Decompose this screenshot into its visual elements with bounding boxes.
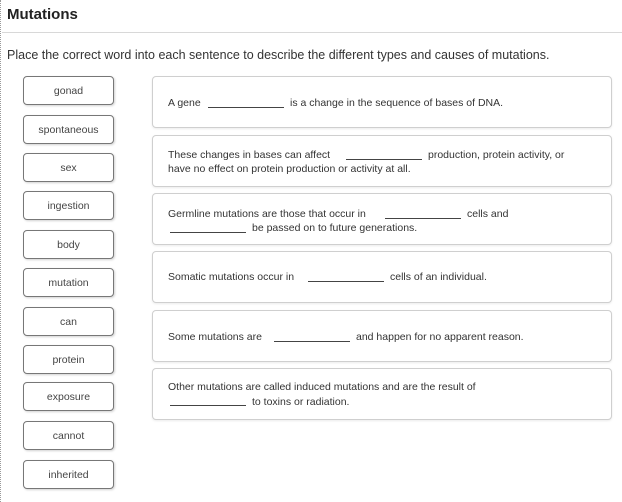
word-chip-gonad[interactable]: gonad: [23, 76, 114, 105]
word-chip-sex[interactable]: sex: [23, 153, 114, 182]
sentence-card-1: [152, 76, 612, 128]
sentence-text: and happen for no apparent reason.: [356, 331, 524, 343]
drop-blank[interactable]: [274, 341, 350, 342]
sentence-text: Some mutations are: [168, 331, 262, 343]
sentence-text: cells and: [467, 208, 509, 220]
instructions: Place the correct word into each sentence to describe the different types and causes of mutations.: [7, 48, 550, 62]
sentence-text: cells of an individual.: [390, 271, 487, 283]
sentence-text: production, protein activity, or: [428, 149, 565, 161]
sentence-text: Other mutations are called induced mutations and are the result of: [168, 381, 476, 393]
word-chip-spontaneous[interactable]: spontaneous: [23, 115, 114, 144]
drop-blank[interactable]: [208, 107, 284, 108]
left-border: [0, 0, 1, 502]
sentence-text: be passed on to future generations.: [252, 222, 418, 234]
word-chip-mutation[interactable]: mutation: [23, 268, 114, 297]
sentence-card-2: [152, 135, 612, 187]
sentence-text: have no effect on protein production or activity at all.: [168, 163, 411, 175]
sentence-card-3: [152, 193, 612, 245]
sentence-card-5: [152, 310, 612, 362]
sentence-text: Somatic mutations occur in: [168, 271, 295, 283]
sentence-text: These changes in bases can affect: [168, 149, 331, 161]
sentence-card-6: [152, 368, 612, 420]
word-chip-cannot[interactable]: cannot: [23, 421, 114, 450]
word-chip-ingestion[interactable]: ingestion: [23, 191, 114, 220]
drop-blank[interactable]: [346, 159, 422, 160]
drop-blank[interactable]: [308, 281, 384, 282]
sentence-text: A gene: [168, 97, 201, 109]
word-chip-protein[interactable]: protein: [23, 345, 114, 374]
sentence-text: to toxins or radiation.: [252, 396, 350, 408]
drop-blank[interactable]: [170, 232, 246, 233]
word-chip-can[interactable]: can: [23, 307, 114, 336]
page-title: Mutations: [7, 6, 78, 23]
word-chip-body[interactable]: body: [23, 230, 114, 259]
sentence-card-4: [152, 251, 612, 303]
word-chip-inherited[interactable]: inherited: [23, 460, 114, 489]
drop-blank[interactable]: [385, 218, 461, 219]
word-chip-exposure[interactable]: exposure: [23, 382, 114, 411]
title-divider: [2, 32, 622, 33]
sentence-text: Germline mutations are those that occur in: [168, 208, 366, 220]
drop-blank[interactable]: [170, 405, 246, 406]
sentence-text: is a change in the sequence of bases of DNA.: [290, 97, 504, 109]
